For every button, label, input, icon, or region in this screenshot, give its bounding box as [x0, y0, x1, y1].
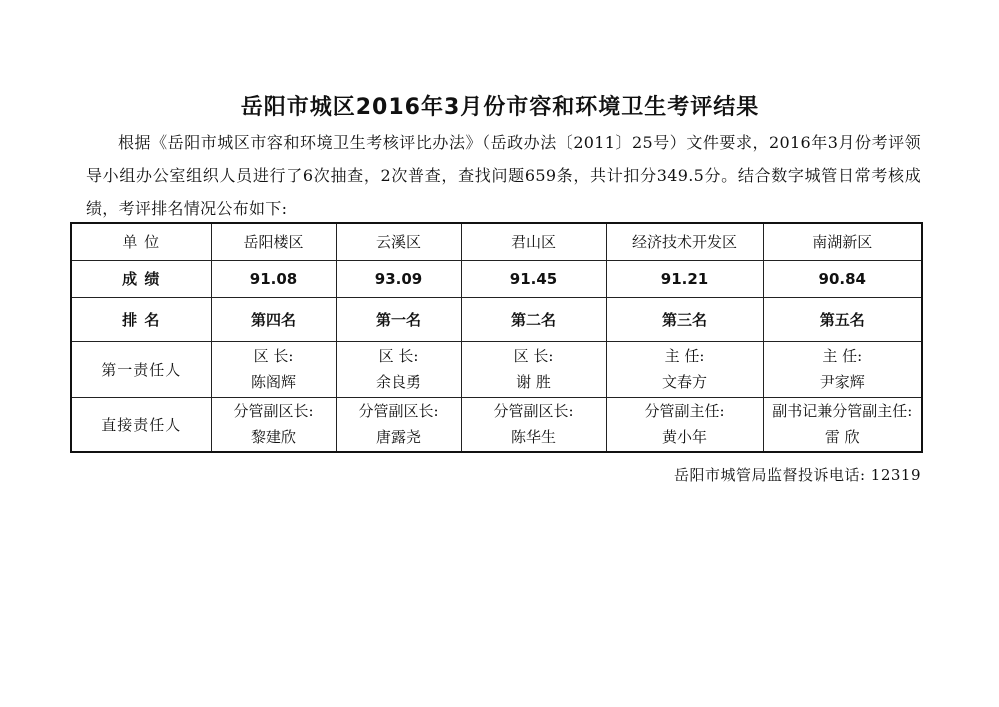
district-name: 经济技术开发区 — [606, 223, 763, 260]
first-responsible-title: 主 任: — [664, 347, 705, 365]
intro-paragraph: 根据《岳阳市城区市容和环境卫生考核评比办法》（岳政办法〔2011〕25号）文件要求，2016年3月份考评领导小组办公室组织人员进行了6次抽查，2次普查，查找问题659条，共计扣分349.5分。结合数字城管日常考核成绩，考评排名情况公布如下: — [86, 133, 921, 218]
direct-responsible-title: 分管副区长: — [233, 402, 314, 421]
district-name: 南湖新区 — [763, 223, 922, 260]
table-row-unit — [71, 223, 922, 260]
district-score: 91.45 — [461, 260, 606, 297]
first-responsible-title: 主 任: — [822, 347, 863, 365]
district-rank: 第一名 — [336, 297, 461, 341]
first-responsible-cell — [461, 341, 606, 397]
direct-responsible-cell — [461, 397, 606, 452]
district-rank: 第四名 — [211, 297, 336, 341]
direct-responsible-name: 黄小年 — [661, 428, 707, 447]
results-table — [70, 222, 923, 453]
first-responsible-title: 区 长: — [378, 347, 419, 365]
first-responsible-cell — [763, 341, 922, 397]
table-row-score — [71, 260, 922, 297]
first-responsible-cell — [336, 341, 461, 397]
district-score: 93.09 — [336, 260, 461, 297]
first-responsible-cell — [606, 341, 763, 397]
direct-responsible-cell — [763, 397, 922, 452]
district-rank: 第三名 — [606, 297, 763, 341]
row-label-direct-responsible: 直接责任人 — [71, 397, 211, 452]
direct-responsible-cell — [211, 397, 336, 452]
district-rank: 第五名 — [763, 297, 922, 341]
direct-responsible-title: 分管副区长: — [358, 402, 439, 421]
first-responsible-cell — [211, 341, 336, 397]
table-row-rank — [71, 297, 922, 341]
first-responsible-title: 区 长: — [253, 347, 294, 365]
district-name: 君山区 — [461, 223, 606, 260]
table-row-direct-responsible — [71, 397, 922, 452]
direct-responsible-title: 分管副主任: — [644, 402, 725, 421]
row-label-score: 成 绩 — [71, 260, 211, 297]
first-responsible-name: 文春方 — [661, 373, 707, 391]
district-score: 91.21 — [606, 260, 763, 297]
direct-responsible-title: 副书记兼分管副主任: — [772, 402, 913, 421]
first-responsible-name: 尹家辉 — [819, 373, 865, 391]
first-responsible-name: 陈阁辉 — [250, 373, 296, 391]
district-name: 云溪区 — [336, 223, 461, 260]
direct-responsible-name: 黎建欣 — [250, 428, 296, 447]
first-responsible-name: 余良勇 — [375, 373, 421, 391]
row-label-unit: 单 位 — [71, 223, 211, 260]
document-title: 岳阳市城区2016年3月份市容和环境卫生考评结果 — [240, 95, 760, 120]
complaint-hotline: 岳阳市城管局监督投诉电话: 12319 — [673, 466, 921, 484]
district-score: 91.08 — [211, 260, 336, 297]
row-label-first-responsible: 第一责任人 — [71, 341, 211, 397]
first-responsible-title: 区 长: — [513, 347, 554, 365]
district-rank: 第二名 — [461, 297, 606, 341]
district-score: 90.84 — [763, 260, 922, 297]
row-label-rank: 排 名 — [71, 297, 211, 341]
direct-responsible-name: 陈华生 — [510, 428, 556, 447]
direct-responsible-cell — [606, 397, 763, 452]
direct-responsible-name: 唐露尧 — [375, 428, 421, 447]
direct-responsible-cell — [336, 397, 461, 452]
direct-responsible-name: 雷 欣 — [824, 428, 860, 447]
table-row-first-responsible — [71, 341, 922, 397]
district-name: 岳阳楼区 — [211, 223, 336, 260]
direct-responsible-title: 分管副区长: — [493, 402, 574, 421]
first-responsible-name: 谢 胜 — [516, 373, 551, 391]
